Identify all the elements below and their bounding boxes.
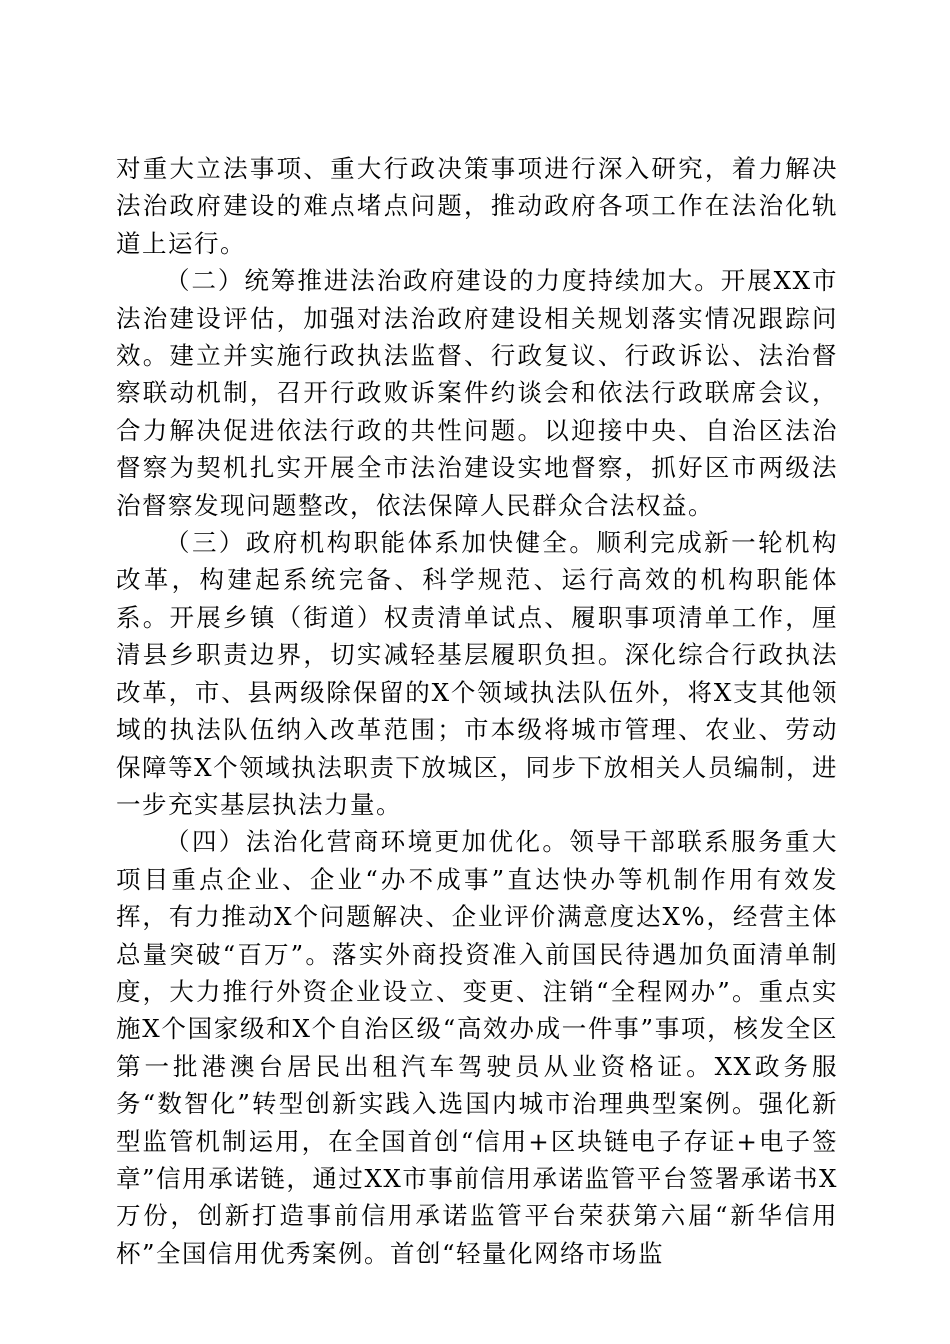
paragraph-continuation: 对重大立法事项、重大行政决策事项进行深入研究，着力解决法治政府建设的难点堵点问题，推动政府各项工作在法治化轨道上运行。 xyxy=(116,154,838,258)
paragraph-section-2: （二）统筹推进法治政府建设的力度持续加大。开展XX市法治建设评估，加强对法治政府建设相关规划落实情况跟踪问效。建立并实施行政执法监督、行政复议、行政诉讼、法治督察联动机制，召开行政败诉案件约谈会和依法行政联席会议，合力解决促进依法行政的共性问题。以迎接中央、自治区法治督察为契机扎实开展全市法治建设实地督察，抓好区市两级法治督察发现问题整改，依法保障人民群众合法权益。 xyxy=(116,266,838,520)
paragraph-section-4: （四）法治化营商环境更加优化。领导干部联系服务重大项目重点企业、企业“办不成事”直达快办等机制作用有效发挥，有力推动X个问题解决、企业评价满意度达X%，经营主体总量突破“百万”。落实外商投资准入前国民待遇加负面清单制度，大力推行外资企业设立、变更、注销“全程网办”。重点实施X个国家级和X个自治区级“高效办成一件事”事项，核发全区第一批港澳台居民出租汽车驾驶员从业资格证。XX政务服务“数智化”转型创新实践入选国内城市治理典型案例。强化新型监管机制运用，在全国首创“信用+区块链电子存证+电子签章”信用承诺链，通过XX市事前信用承诺监管平台签署承诺书X万份，创新打造事前信用承诺监管平台荣获第六届“新华信用杯”全国信用优秀案例。首创“轻量化网络市场监 xyxy=(116,827,838,1268)
paragraph-section-3: （三）政府机构职能体系加快健全。顺利完成新一轮机构改革，构建起系统完备、科学规范、运行高效的机构职能体系。开展乡镇（街道）权责清单试点、履职事项清单工作，厘清县乡职责边界，切实减轻基层履职负担。深化综合行政执法改革，市、县两级除保留的X个领域执法队伍外，将X支其他领域的执法队伍纳入改革范围；市本级将城市管理、农业、劳动保障等X个领域执法职责下放城区，同步下放相关人员编制，进一步充实基层执法力量。 xyxy=(116,528,838,819)
document-body xyxy=(116,150,838,1272)
